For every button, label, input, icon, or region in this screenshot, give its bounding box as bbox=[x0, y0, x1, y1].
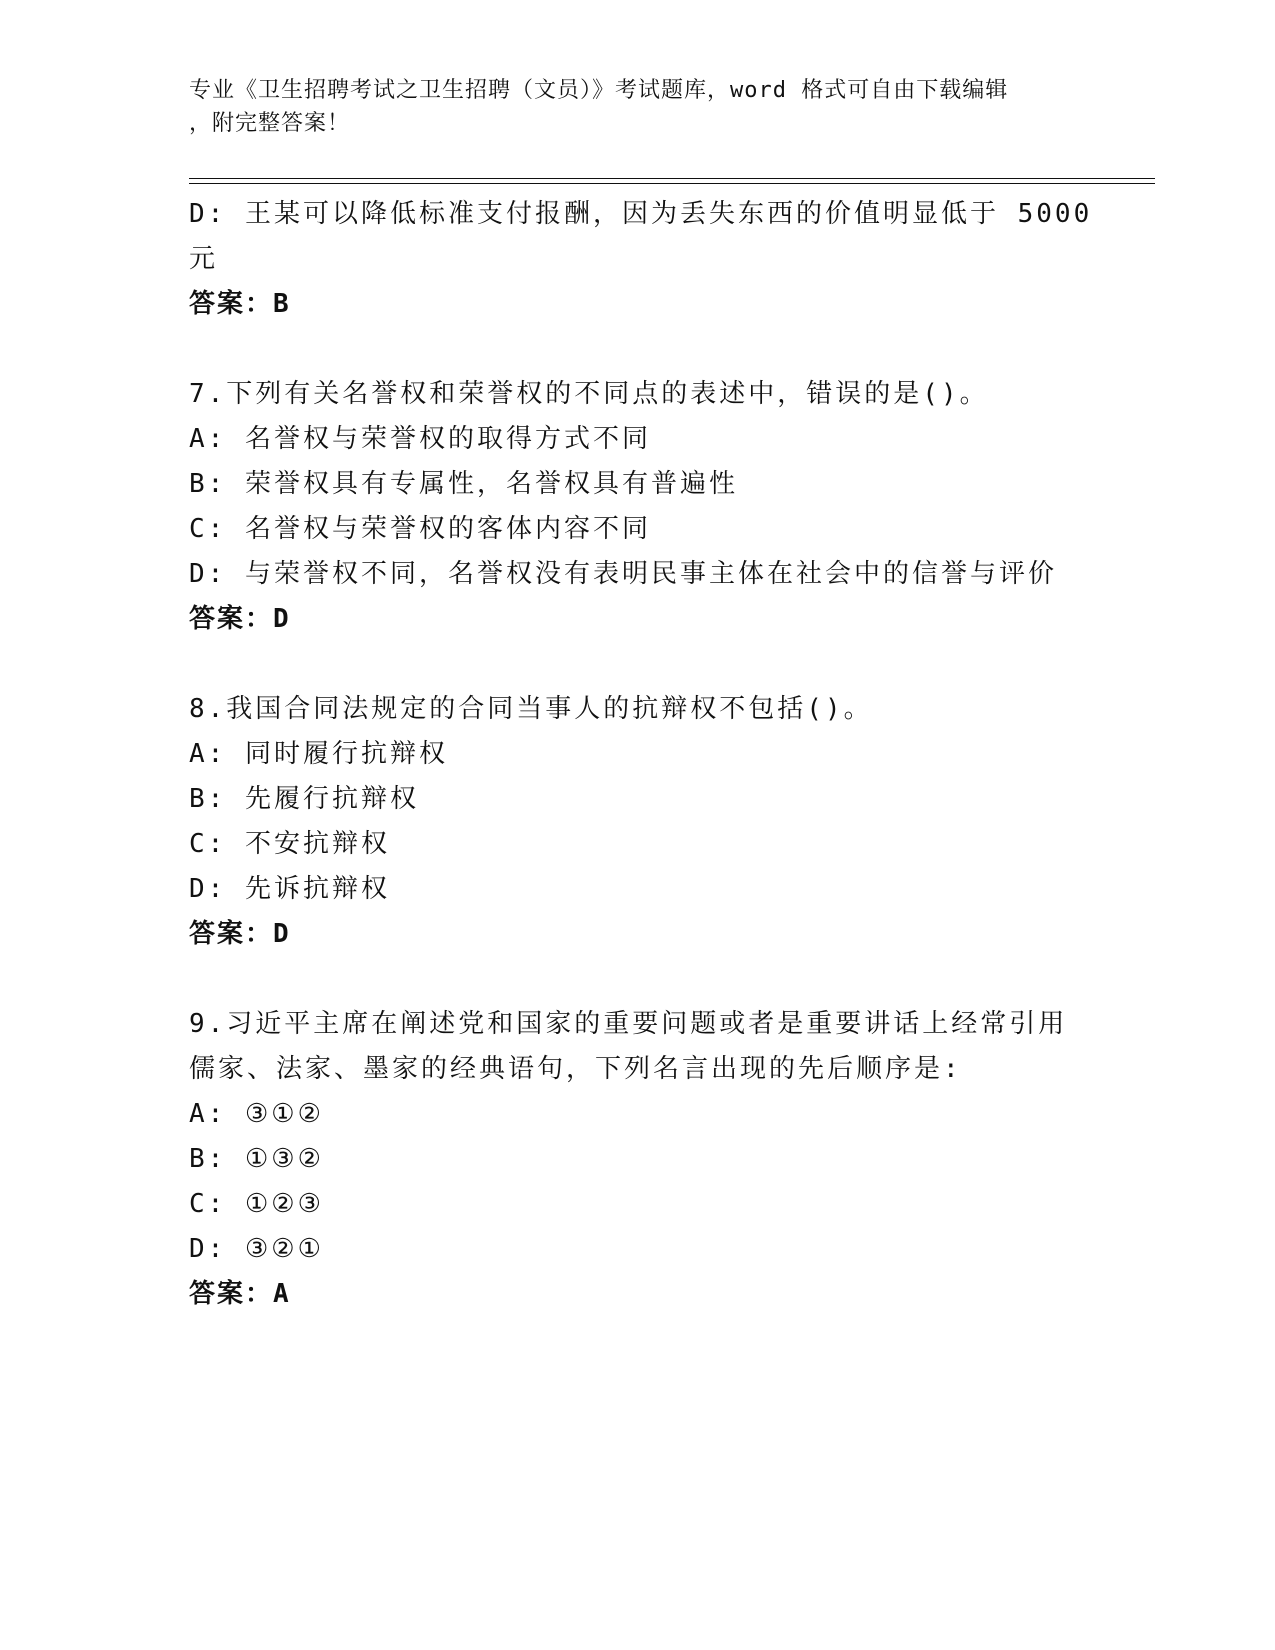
option-d-continued: 元 bbox=[189, 244, 219, 274]
document-header bbox=[189, 74, 1089, 140]
question-content bbox=[189, 192, 1093, 1317]
answer-label: 答案：D bbox=[189, 604, 291, 634]
answer-label: 答案：D bbox=[189, 919, 291, 949]
question-7 bbox=[189, 372, 1089, 642]
question-8 bbox=[189, 687, 1089, 957]
spacer bbox=[189, 642, 1089, 687]
question-stem: 7.下列有关名誉权和荣誉权的不同点的表述中，错误的是()。 bbox=[189, 379, 989, 409]
question-6-continued bbox=[189, 192, 1093, 327]
header-title-line-2: ，附完整答案！ bbox=[189, 111, 351, 136]
option-d: D: 先诉抗辩权 bbox=[189, 874, 390, 904]
option-a: A: 名誉权与荣誉权的取得方式不同 bbox=[189, 424, 651, 454]
header-rule-top bbox=[189, 178, 1155, 179]
option-b: B: ①③② bbox=[189, 1144, 324, 1174]
header-rule-bottom bbox=[189, 183, 1155, 184]
option-c: C: 名誉权与荣誉权的客体内容不同 bbox=[189, 514, 651, 544]
answer-label: 答案：B bbox=[189, 289, 291, 319]
header-title-line-1: 专业《卫生招聘考试之卫生招聘（文员）》考试题库，word 格式可自由下载编辑 bbox=[189, 78, 1009, 103]
option-d: D: 王某可以降低标准支付报酬，因为丢失东西的价值明显低于 5000 bbox=[189, 199, 1093, 229]
option-d: D: 与荣誉权不同，名誉权没有表明民事主体在社会中的信誉与评价 bbox=[189, 559, 1057, 589]
option-b: B: 荣誉权具有专属性，名誉权具有普遍性 bbox=[189, 469, 738, 499]
option-a: A: ③①② bbox=[189, 1099, 324, 1129]
question-stem: 8.我国合同法规定的合同当事人的抗辩权不包括()。 bbox=[189, 694, 873, 724]
option-c: C: ①②③ bbox=[189, 1189, 324, 1219]
question-stem: 9.习近平主席在阐述党和国家的重要问题或者是重要讲话上经常引用 bbox=[189, 1009, 1068, 1039]
answer-label: 答案：A bbox=[189, 1279, 291, 1309]
option-c: C: 不安抗辩权 bbox=[189, 829, 390, 859]
question-stem-continued: 儒家、法家、墨家的经典语句，下列名言出现的先后顺序是: bbox=[189, 1054, 962, 1084]
option-d: D: ③②① bbox=[189, 1234, 324, 1264]
spacer bbox=[189, 327, 1089, 372]
option-a: A: 同时履行抗辩权 bbox=[189, 739, 448, 769]
spacer bbox=[189, 957, 1089, 1002]
question-9 bbox=[189, 1002, 1089, 1317]
option-b: B: 先履行抗辩权 bbox=[189, 784, 419, 814]
